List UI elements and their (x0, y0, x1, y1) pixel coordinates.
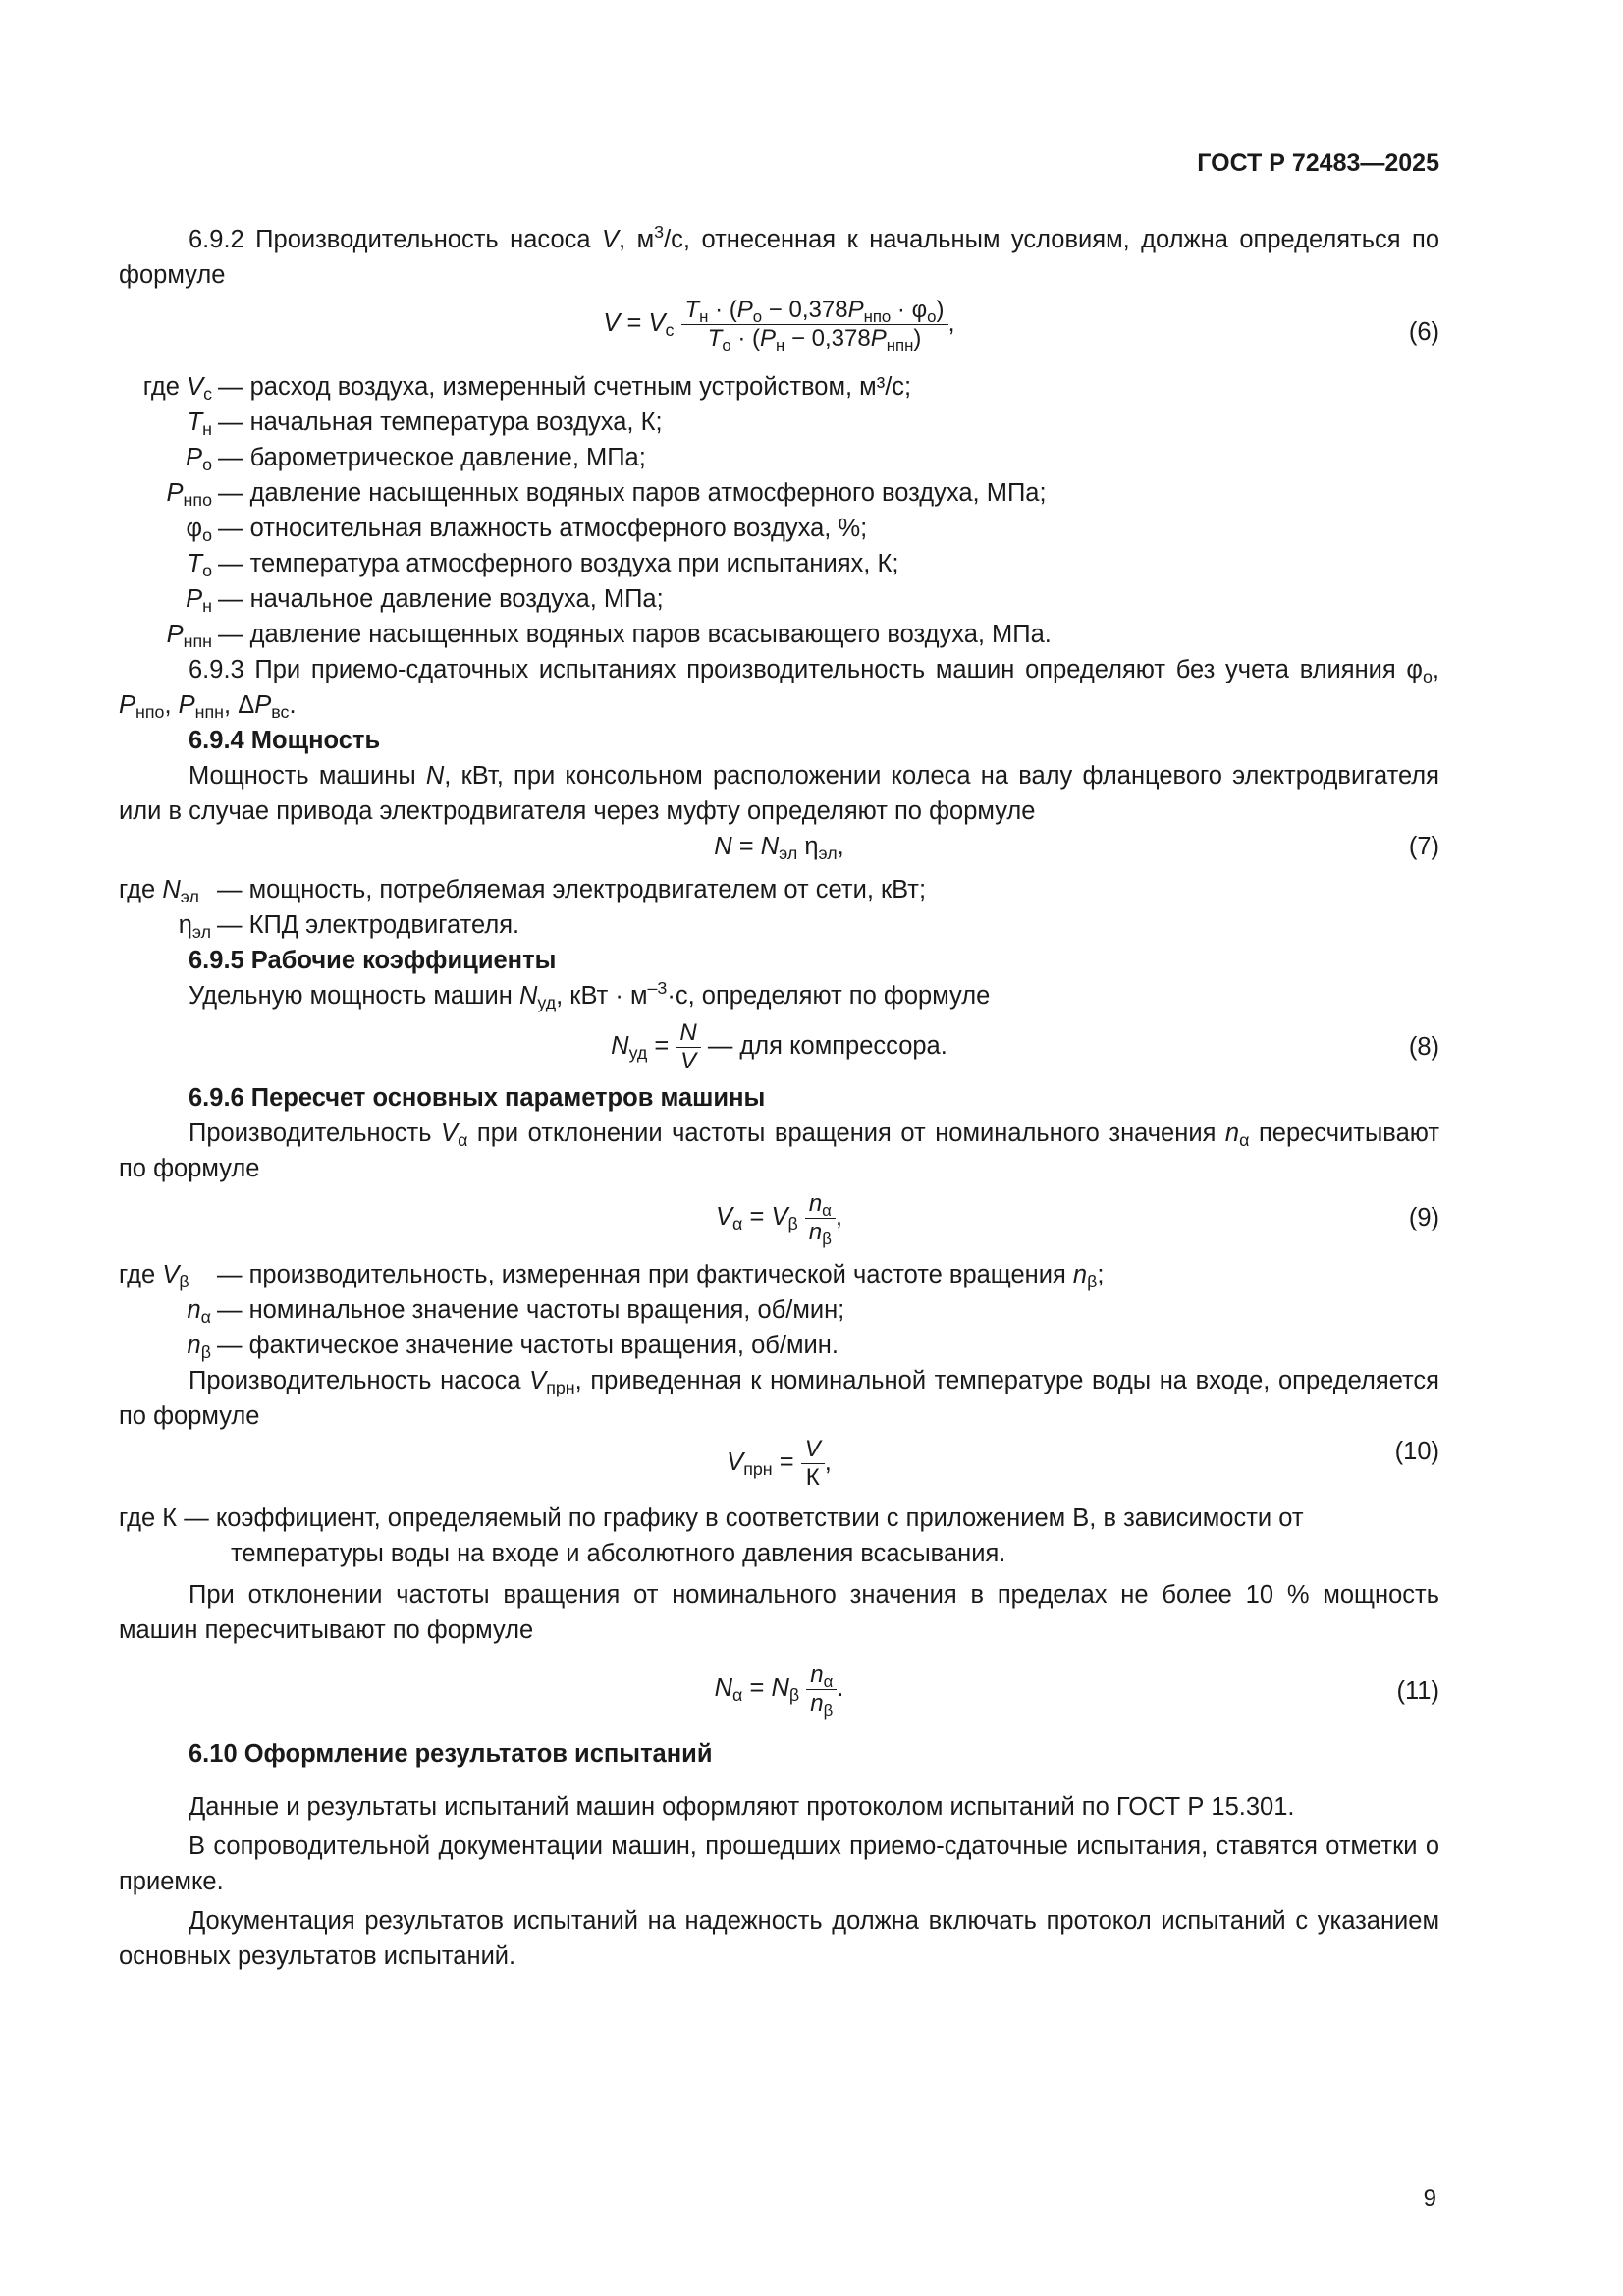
equation-number: (9) (1408, 1204, 1439, 1231)
section-6-9-4-heading: 6.9.4 Мощность (189, 727, 381, 754)
section-6-9-4-text: Мощность машины N, кВт, при консольном расположении колеса на валу фланцевого электродвигателя или в случае привода электродвигателя через муфту определяют по формуле (119, 762, 1439, 825)
equation-number: (8) (1408, 1033, 1439, 1061)
formula-7-legend: где $N_{эл}$ — мощность, потребляемая электродвигателем от сети, кВт; $\eta_{эл}$ — КПД электродвигателя. (119, 876, 927, 942)
page-number: 9 (1423, 2185, 1436, 2212)
section-6-9-5-text: Удельную мощность машин $N_{уд}$, кВт · $м^{-3}\cdot с$, определяют по формуле (189, 978, 991, 1012)
formula-7: $N = N_{эл}$ $\eta_{эл}$, (7) (119, 829, 1439, 872)
formula-8: $N_{уд}$ = $\frac{N}{V}$ — для компрессора. (8) (611, 1019, 1439, 1074)
section-6-9-6-heading: 6.9.6 Пересчет основных параметров машины (189, 1084, 766, 1112)
formula-11: $N_\alpha = N_\beta$ $\frac{n_\alpha}{n_\beta}$ . (11) (714, 1662, 1439, 1720)
equation-number: (10) (1394, 1438, 1439, 1465)
section-6-10-p2: В сопроводительной документации машин, прошедших приемо-сдаточные испытания, ставятся отметки о приемке. (119, 1832, 1439, 1895)
document-body (119, 222, 1439, 1974)
pump-capacity-text: Производительность насоса $V_{прн}$, приведенная к номинальной температуре воды на входе, определяется по формуле (119, 1367, 1439, 1430)
formula-6: $V = V_с$ $\frac{T_н \cdot (P_о - 0,378P_{нпо} \cdot \varphi_о)}{T_о \cdot (P_н - 0,378P_{нпн})}$ , (6) (603, 297, 1439, 355)
section-6-9-6-text: Производительность $V_\alpha$ при отклонении частоты вращения от номинального значения $n_\alpha$ пересчитывают по формуле (119, 1120, 1439, 1182)
formula-9: $V_\alpha = V_\beta$ $\frac{n_\alpha}{n_\beta}$ , (9) (716, 1190, 1439, 1248)
equation-number: (7) (1408, 833, 1439, 860)
formula-6-legend: где $V_с$ — расход воздуха, измеренный счетным устройством, м³/с; $T_н$ — начальная температура воздуха, К; $P_о$ — барометрическое давление, МПа; $P_{нпо}$ — давление насыщенных водяных паров атмосферного воздуха, МПа; $\varphi_о$ — относительная влажность атмосферного воздуха, %; $T_о$ — температура атмосферного воздуха при испытаниях, К; $P_н$ — начальное давление воздуха, МПа; $P_{нпн}$ — давление насыщенных водяных паров всасывающего воздуха, МПа. (142, 373, 1052, 651)
section-6-9-5-heading: 6.9.5 Рабочие коэффициенты (189, 947, 557, 974)
equation-number: (11) (1396, 1677, 1439, 1705)
formula-6-fraction: $\frac{T_н \cdot (P_о - 0,378P_{нпо} \cdot \varphi_о)}{T_о \cdot (P_н - 0,378P_{нпн})}$ (681, 297, 948, 353)
section-6-10-p3: Документация результатов испытаний на надежность должна включать протокол испытаний с указанием основных результатов испытаний. (119, 1907, 1439, 1970)
formula-9-legend: где $V_\beta$ — производительность, измеренная при фактической частоте вращения $n_\beta$; $n_\alpha$ — номинальное значение частоты вращения, об/мин; $n_\beta$ — фактическое значение частоты вращения, об/мин. (119, 1261, 1105, 1362)
equation-number: (6) (1408, 318, 1439, 346)
section-6-9-3-text: 6.9.3 При приемо-сдаточных испытаниях производительность машин определяют без учета влияния $\varphi_о$, $P_{нпо}$, $P_{нпн}$, $\Delta P_{вс}$. (119, 656, 1439, 722)
section-6-10-p1: Данные и результаты испытаний машин оформляют протоколом испытаний по ГОСТ Р 15.301. (189, 1793, 1295, 1821)
standard-header: ГОСТ Р 72483—2025 (1197, 149, 1439, 177)
coefficient-k-legend-cont: температуры воды на входе и абсолютного давления всасывания. (231, 1540, 1006, 1567)
power-recalc-text: При отклонении частоты вращения от номинального значения в пределах не более 10 % мощность машин пересчитывают по формуле (119, 1581, 1439, 1644)
section-6-10-heading: 6.10 Оформление результатов испытаний (189, 1740, 713, 1768)
formula-10: $V_{прн}$ = $\frac{V}{К}$ , (10) (727, 1436, 1439, 1491)
coefficient-k-legend: где К — коэффициент, определяемый по графику в соответствии с приложением В, в зависимости от (119, 1504, 1304, 1532)
section-6-9-2-text: 6.9.2 Производительность насоса V, $м^3/с$, отнесенная к начальным условиям, должна определяться по формуле (119, 222, 1440, 289)
